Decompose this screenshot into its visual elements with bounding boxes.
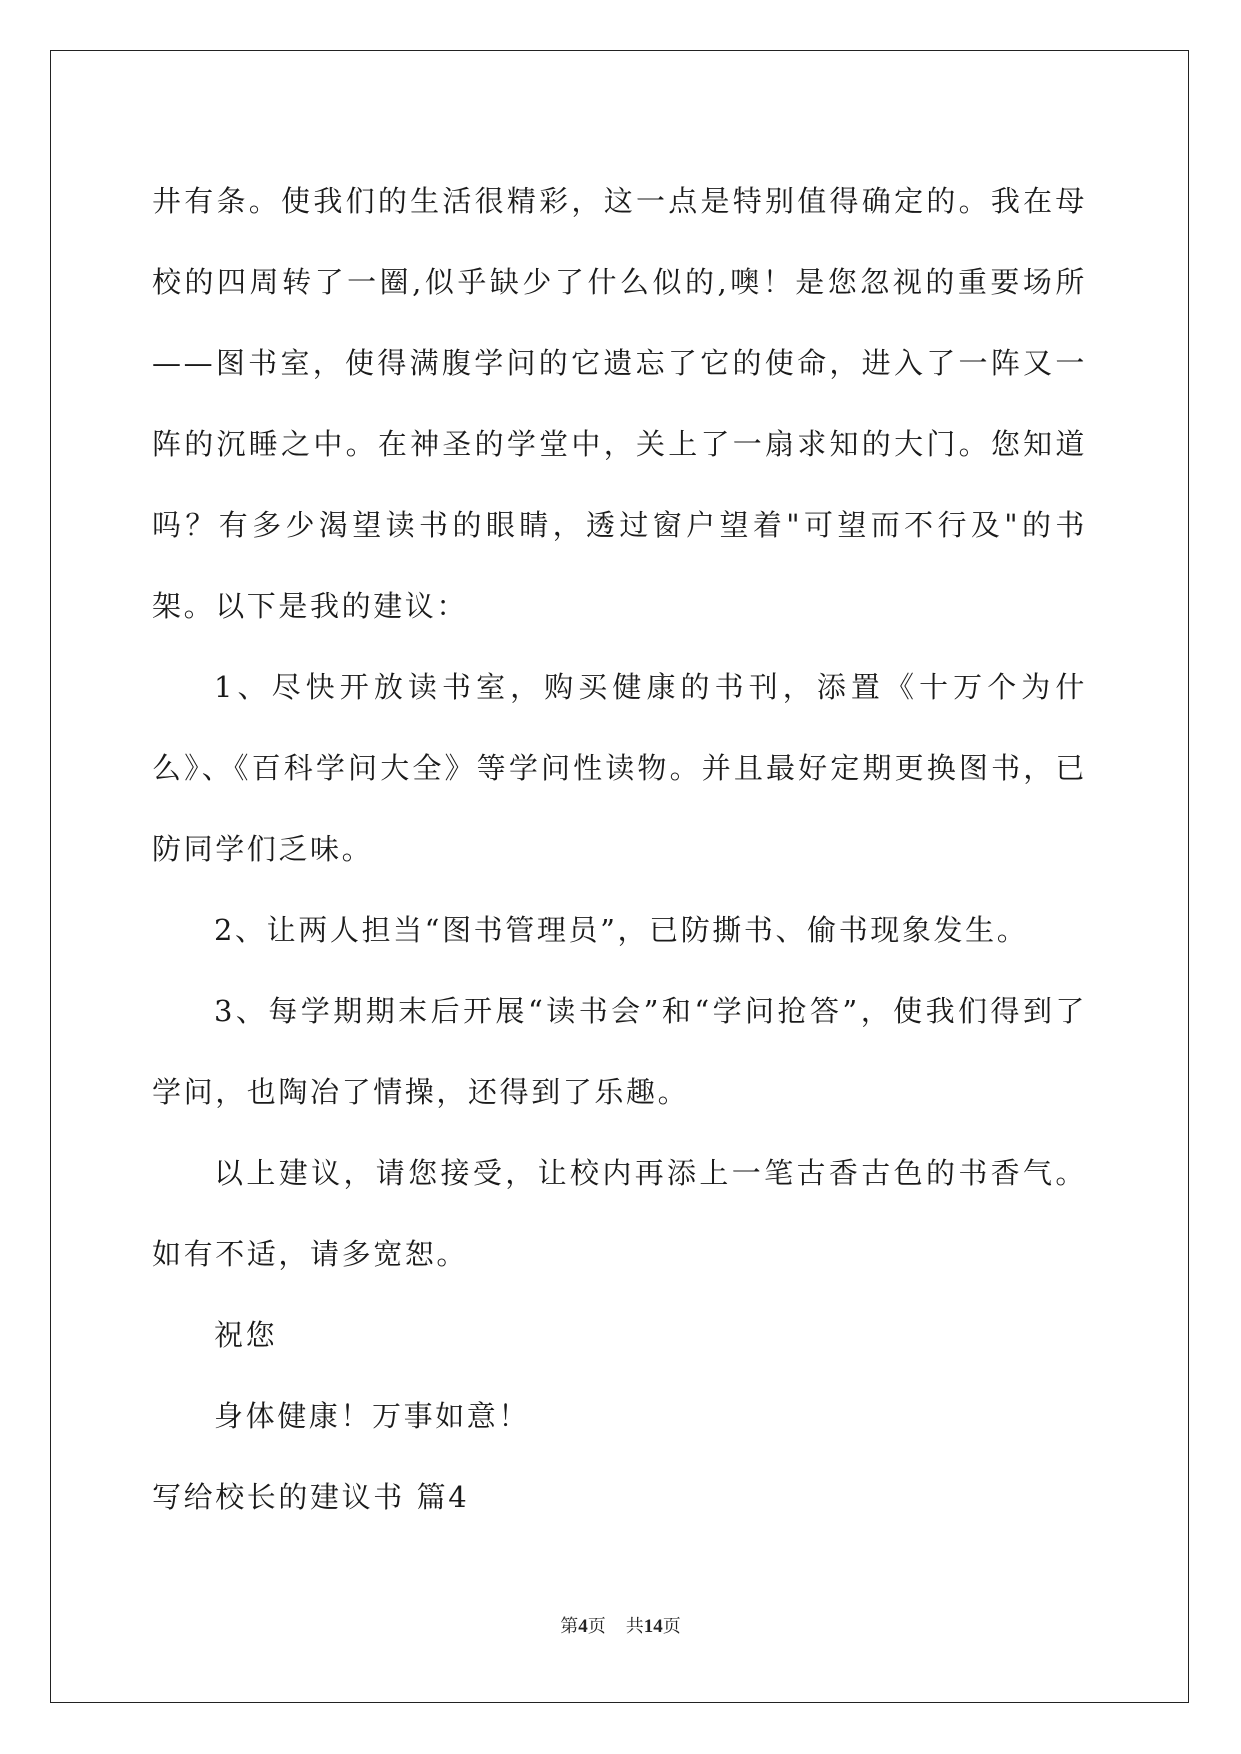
paragraph-5: 以上建议，请您接受，让校内再添上一笔古香古色的书香气。如有不适，请多宽恕。 xyxy=(152,1156,1087,1271)
page-prefix: 第 xyxy=(560,1616,579,1637)
paragraph-2: 1、尽快开放读书室，购买健康的书刊，添置《十万个为什么》、《百科学问大全》等学问性读物。并且最好定期更换图书，已防同学们乏味。 xyxy=(152,670,1087,866)
section-heading: 写给校长的建议书 篇4 xyxy=(152,1480,470,1514)
paragraph-6: 祝您 xyxy=(214,1318,278,1352)
page-total: 14 xyxy=(643,1616,663,1637)
page-current: 4 xyxy=(578,1616,588,1637)
paragraph-3: 2、让两人担当“图书管理员”，已防撕书、偷书现象发生。 xyxy=(214,913,1029,947)
paragraph-7: 身体健康！万事如意！ xyxy=(214,1399,531,1433)
total-prefix: 共 xyxy=(625,1616,644,1637)
total-unit: 页 xyxy=(662,1616,681,1637)
paragraph-1: 井有条。使我们的生活很精彩，这一点是特别值得确定的。我在母校的四周转了一圈,似乎缺少了什么似的,噢！是您忽视的重要场所——图书室，使得满腹学问的它遗忘了它的使命，进入了一阵又一阵的沉睡之中。在神圣的学堂中，关上了一扇求知的大门。您知道吗？有多少渴望读书的眼睛，透过窗户望着"可望而不行及"的书架。以下是我的建议： xyxy=(152,184,1087,623)
page-unit: 页 xyxy=(587,1616,606,1637)
document-body xyxy=(152,161,1087,1538)
page-footer xyxy=(0,1612,1241,1638)
paragraph-4: 3、每学期期末后开展“读书会”和“学问抢答”，使我们得到了学问，也陶冶了情操，还得到了乐趣。 xyxy=(152,994,1087,1109)
